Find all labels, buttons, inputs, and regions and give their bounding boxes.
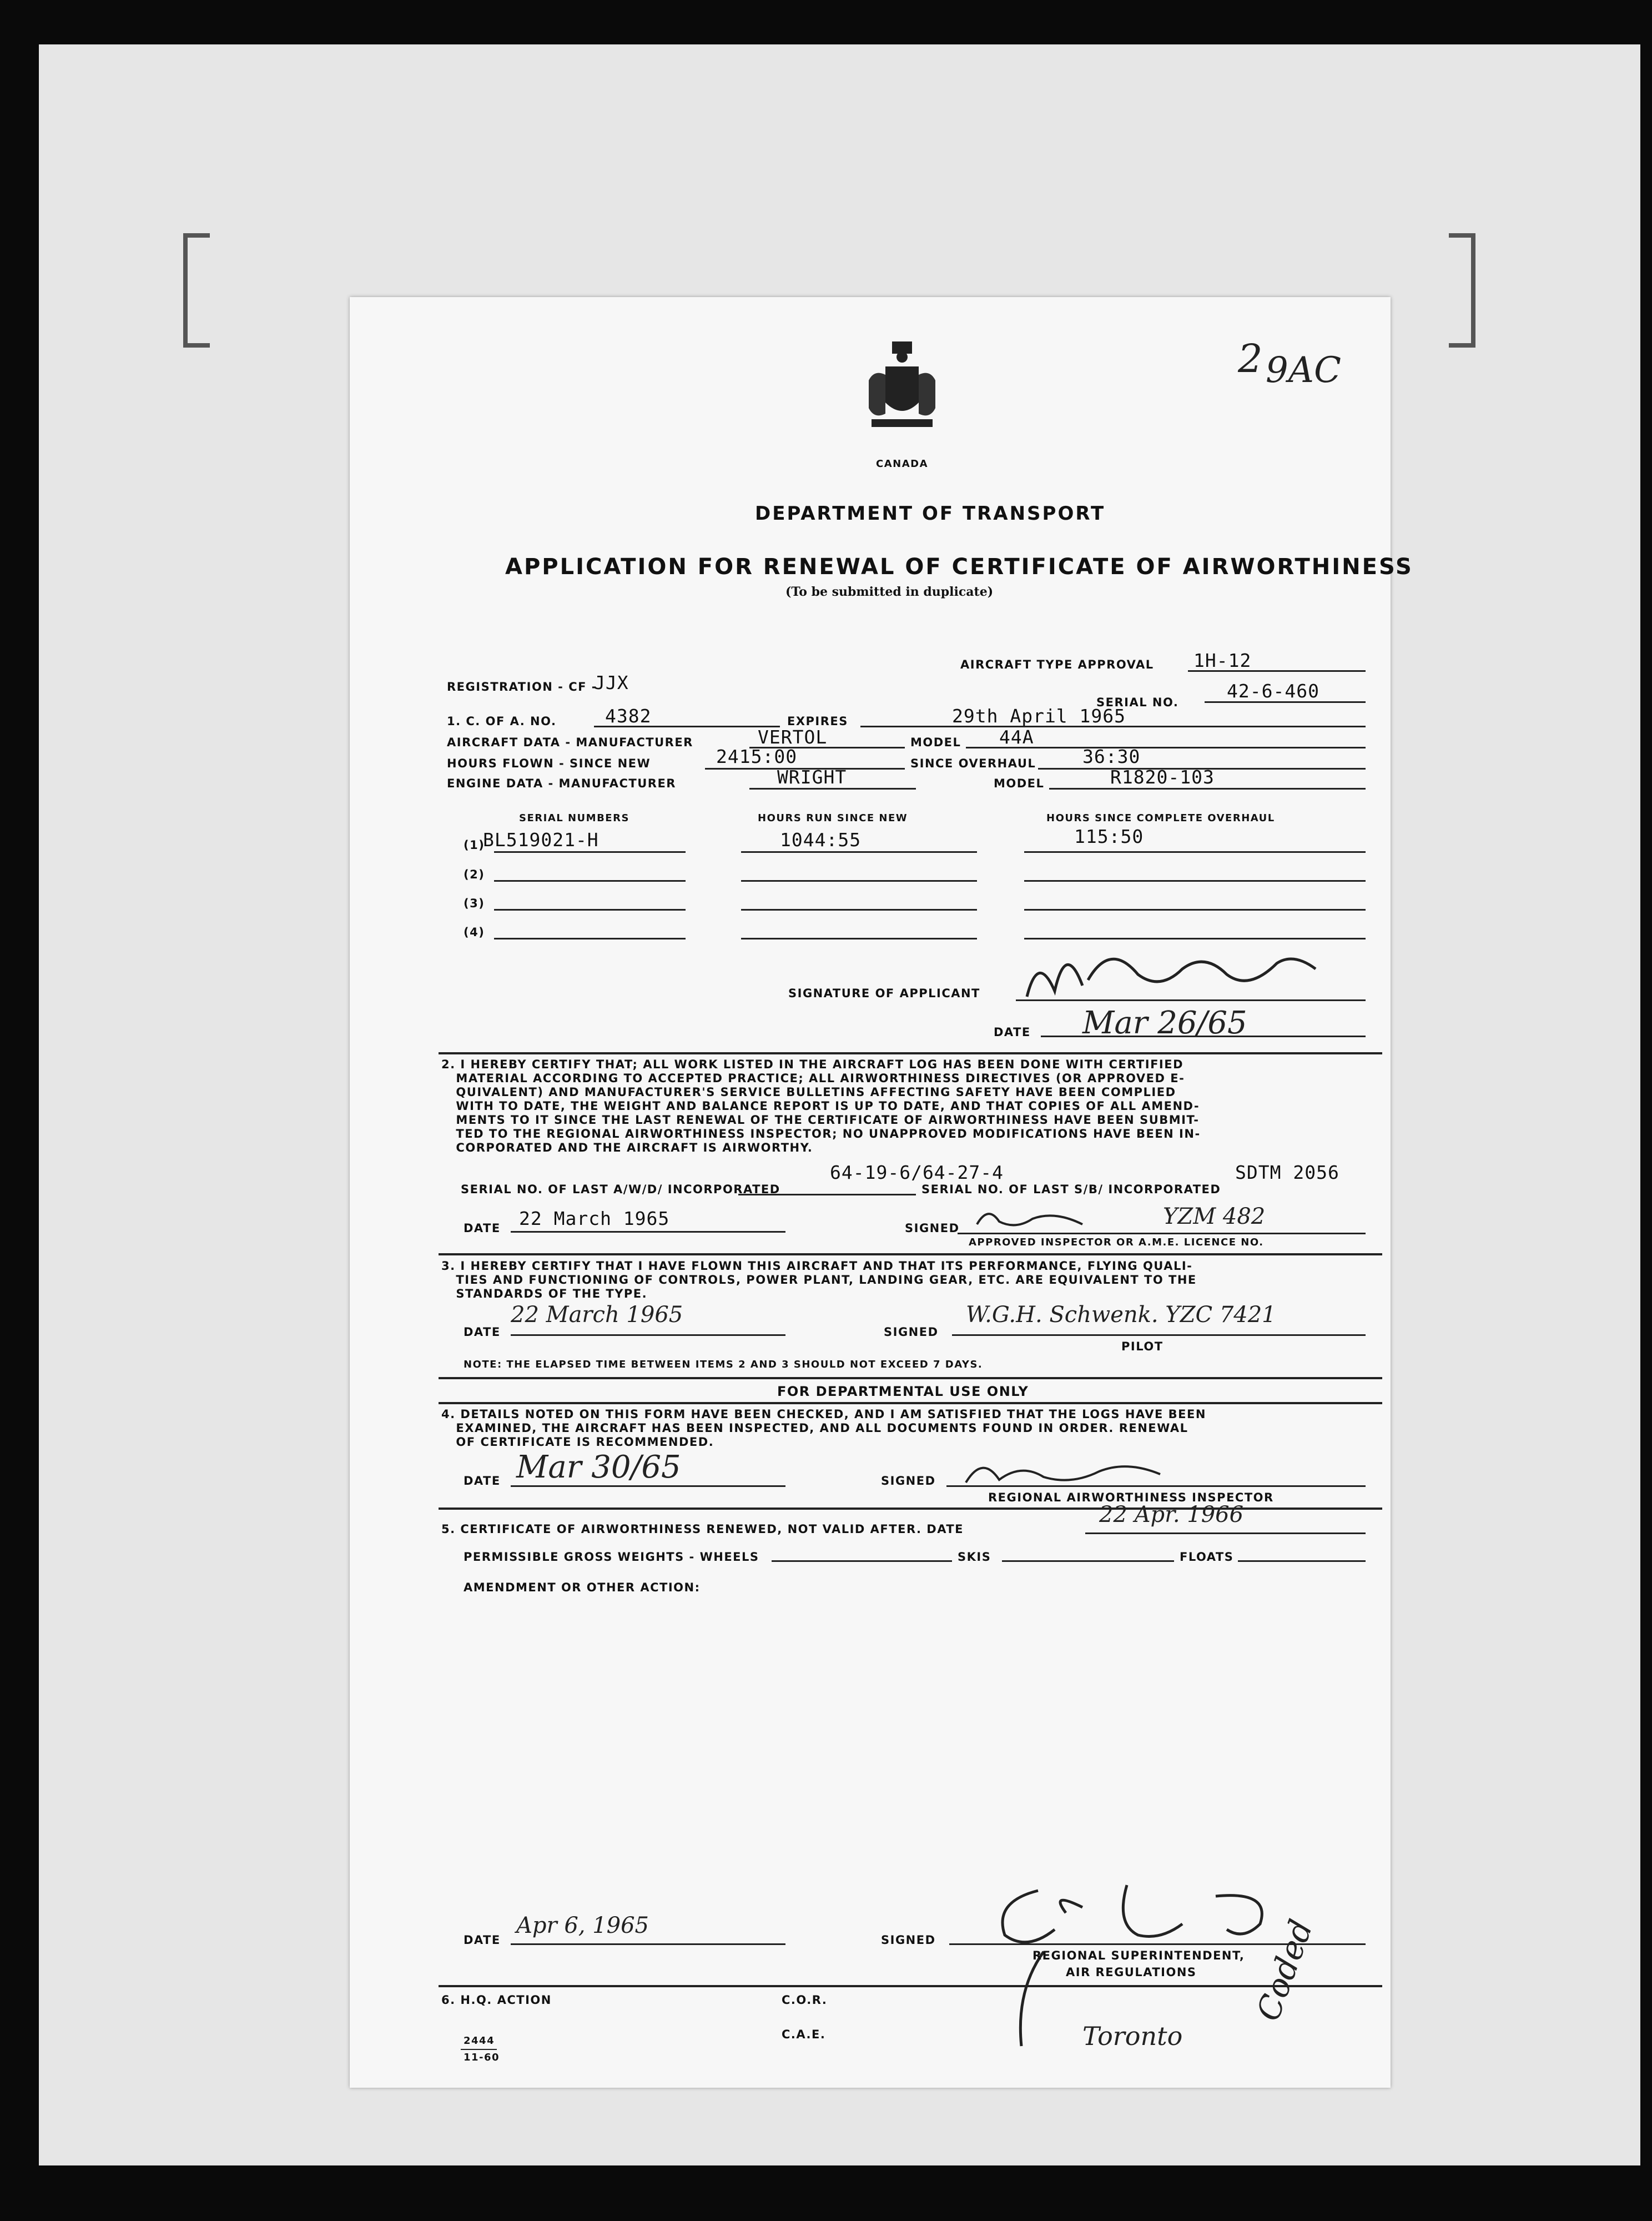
section-2-date-label: DATE xyxy=(464,1222,501,1235)
serial-value: 42-6-460 xyxy=(1227,680,1319,702)
city-handwritten: Toronto xyxy=(1082,2021,1183,2051)
awd-label: SERIAL NO. OF LAST A/W/D/ INCORPORATED xyxy=(461,1183,780,1196)
form-number: 2444 xyxy=(464,2035,495,2047)
awd-value: 64-19-6/64-27-4 xyxy=(830,1162,1004,1183)
engine-hours-new: 1044:55 xyxy=(780,829,862,851)
cae-label: C.A.E. xyxy=(782,2028,826,2041)
row-num: (2) xyxy=(464,868,485,881)
amendment-label: AMENDMENT OR OTHER ACTION: xyxy=(464,1581,701,1594)
col-hours-overhaul: HOURS SINCE COMPLETE OVERHAUL xyxy=(1046,812,1275,824)
departmental-heading: FOR DEPARTMENTAL USE ONLY xyxy=(777,1384,1029,1399)
crop-mark-left xyxy=(183,233,210,348)
section-4-signed-label: SIGNED xyxy=(881,1474,936,1488)
skis-label: SKIS xyxy=(958,1550,991,1564)
coat-of-arms-icon xyxy=(863,341,941,453)
inspector-signature xyxy=(971,1202,1094,1235)
inspector-label: APPROVED INSPECTOR OR A.M.E. LICENCE NO. xyxy=(969,1237,1264,1248)
engine-hours-overhaul: 115:50 xyxy=(1074,826,1144,847)
applicant-date-value: Mar 26/65 xyxy=(1082,1005,1247,1041)
type-approval-value: 1H-12 xyxy=(1193,650,1252,671)
engine-label: ENGINE DATA - MANUFACTURER xyxy=(447,777,676,790)
final-date-value: Apr 6, 1965 xyxy=(516,1913,649,1938)
manufacturer-value: VERTOL xyxy=(758,726,828,748)
section-2-certification-text: 2. I HEREBY CERTIFY THAT; ALL WORK LISTED IN THE AIRCRAFT LOG HAS BEEN DONE WITH CERTIFIED MATERIAL ACCORDING TO ACCEPTED PRACTICE; ALL AIRWORTHINESS DIRECTIVES (OR APPROVED E- QUIVALENT) AND MANUFACTURER'S SERVICE BULLETINS AFFECTING SAFETY HAVE BEEN COMPLIED WITH TO DATE, THE WEIGHT AND BALANCE REPORT IS UP TO DATE, AND THAT COPIES OF ALL AMEND- MENTS TO IT SINCE THE LAST RENEWAL OF THE CERTIFICATE OF AIRWORTHINESS HAVE BEEN SUBMIT- TED TO THE REGIONAL AIRWORTHINESS INSPECTOR; NO UNAPPROVED MODIFICATIONS HAVE BEEN IN- CORPORATED AND THE AIRCRAFT IS AIRWORTHY. xyxy=(441,1058,1201,1154)
engine-model-label: MODEL xyxy=(994,777,1045,790)
superintendent-label-1: REGIONAL SUPERINTENDENT, xyxy=(1032,1949,1245,1962)
sb-value: SDTM 2056 xyxy=(1235,1162,1339,1183)
since-overhaul-label: SINCE OVERHAUL xyxy=(910,757,1036,770)
cofa-label: 1. C. OF A. NO. xyxy=(447,715,557,728)
corner-handwritten-mark-2: 9AC xyxy=(1266,350,1341,391)
model-label: MODEL xyxy=(910,736,961,749)
crop-mark-right xyxy=(1449,233,1475,348)
regional-inspector-label: REGIONAL AIRWORTHINESS INSPECTOR xyxy=(988,1491,1274,1504)
engine-manufacturer-value: WRIGHT xyxy=(777,766,847,788)
renewed-label: 5. CERTIFICATE OF AIRWORTHINESS RENEWED, NOT VALID AFTER. DATE xyxy=(441,1522,964,1536)
row-num: (4) xyxy=(464,926,485,939)
row-num: (1) xyxy=(464,838,485,852)
department-heading: DEPARTMENT OF TRANSPORT xyxy=(755,503,1106,525)
section-2-signed-label: SIGNED xyxy=(905,1222,960,1235)
row-num: (3) xyxy=(464,897,485,910)
licence-number: YZM 482 xyxy=(1163,1204,1266,1229)
renewed-date-value: 22 Apr. 1966 xyxy=(1099,1502,1244,1527)
signature-of-applicant-label: SIGNATURE OF APPLICANT xyxy=(788,987,980,1000)
manufacturer-label: AIRCRAFT DATA - MANUFACTURER xyxy=(447,736,693,749)
type-approval-label: AIRCRAFT TYPE APPROVAL xyxy=(960,658,1154,671)
since-overhaul-value: 36:30 xyxy=(1082,746,1141,767)
section-3-date-label: DATE xyxy=(464,1325,501,1339)
form-date: 11-60 xyxy=(464,2052,500,2063)
col-serial-numbers: SERIAL NUMBERS xyxy=(519,812,629,824)
model-value: 44A xyxy=(999,726,1034,748)
section-4-date-label: DATE xyxy=(464,1474,501,1488)
expires-value: 29th April 1965 xyxy=(952,705,1126,727)
corner-handwritten-mark: 2 xyxy=(1238,336,1263,381)
weights-label: PERMISSIBLE GROSS WEIGHTS - WHEELS xyxy=(464,1550,759,1564)
hours-since-new-value: 2415:00 xyxy=(716,746,798,767)
coded-handwritten: Coded xyxy=(1249,1915,1321,2026)
section-4-date-value: Mar 30/65 xyxy=(516,1449,681,1485)
applicant-date-label: DATE xyxy=(994,1026,1031,1039)
cor-label: C.O.R. xyxy=(782,1993,828,2007)
engine-serial: BL519021-H xyxy=(483,829,599,851)
section-2-date-value: 22 March 1965 xyxy=(519,1208,670,1229)
hq-action-label: 6. H.Q. ACTION xyxy=(441,1993,552,2007)
country-label: CANADA xyxy=(876,458,929,470)
registration-value: JJX xyxy=(594,672,629,694)
section-4-text: 4. DETAILS NOTED ON THIS FORM HAVE BEEN CHECKED, AND I AM SATISFIED THAT THE LOGS HAVE BEEN EXAMINED, THE AIRCRAFT HAS BEEN INSPECTED, AND ALL DOCUMENTS FOUND IN ORDER. RENEWAL OF CERTIFICATE IS RECOMMENDED. xyxy=(441,1408,1206,1449)
registration-label: REGISTRATION - CF - xyxy=(447,680,597,694)
expires-label: EXPIRES xyxy=(787,715,848,728)
engine-model-value: R1820-103 xyxy=(1110,766,1215,788)
floats-label: FLOATS xyxy=(1180,1550,1234,1564)
cofa-value: 4382 xyxy=(605,705,652,727)
col-hours-since-new: HOURS RUN SINCE NEW xyxy=(758,812,908,824)
section-3-certification-text: 3. I HEREBY CERTIFY THAT I HAVE FLOWN THIS AIRCRAFT AND THAT ITS PERFORMANCE, FLYING QUALI- TIES AND FUNCTIONING OF CONTROLS, POWER PLANT, LANDING GEAR, ETC. ARE EQUIVALENT TO THE STANDARDS OF THE TYPE. xyxy=(441,1259,1197,1300)
scan-background xyxy=(39,44,1640,2165)
sb-label: SERIAL NO. OF LAST S/B/ INCORPORATED xyxy=(921,1183,1221,1196)
form-subtitle: (To be submitted in duplicate) xyxy=(785,585,994,599)
pilot-label: PILOT xyxy=(1121,1340,1164,1353)
hours-flown-label: HOURS FLOWN - SINCE NEW xyxy=(447,757,651,770)
form-title: APPLICATION FOR RENEWAL OF CERTIFICATE OF AIRWORTHINESS xyxy=(505,554,1413,580)
serial-label: SERIAL NO. xyxy=(1096,696,1179,709)
pilot-signature: W.G.H. Schwenk. YZC 7421 xyxy=(966,1302,1276,1328)
superintendent-label-2: AIR REGULATIONS xyxy=(1066,1966,1197,1979)
form-page xyxy=(350,297,1413,2088)
final-signed-label: SIGNED xyxy=(881,1933,936,1947)
section-3-date-value: 22 March 1965 xyxy=(511,1302,683,1328)
section-3-signed-label: SIGNED xyxy=(884,1325,939,1339)
final-date-label: DATE xyxy=(464,1933,501,1947)
elapsed-time-note: NOTE: THE ELAPSED TIME BETWEEN ITEMS 2 AND 3 SHOULD NOT EXCEED 7 DAYS. xyxy=(464,1359,983,1370)
